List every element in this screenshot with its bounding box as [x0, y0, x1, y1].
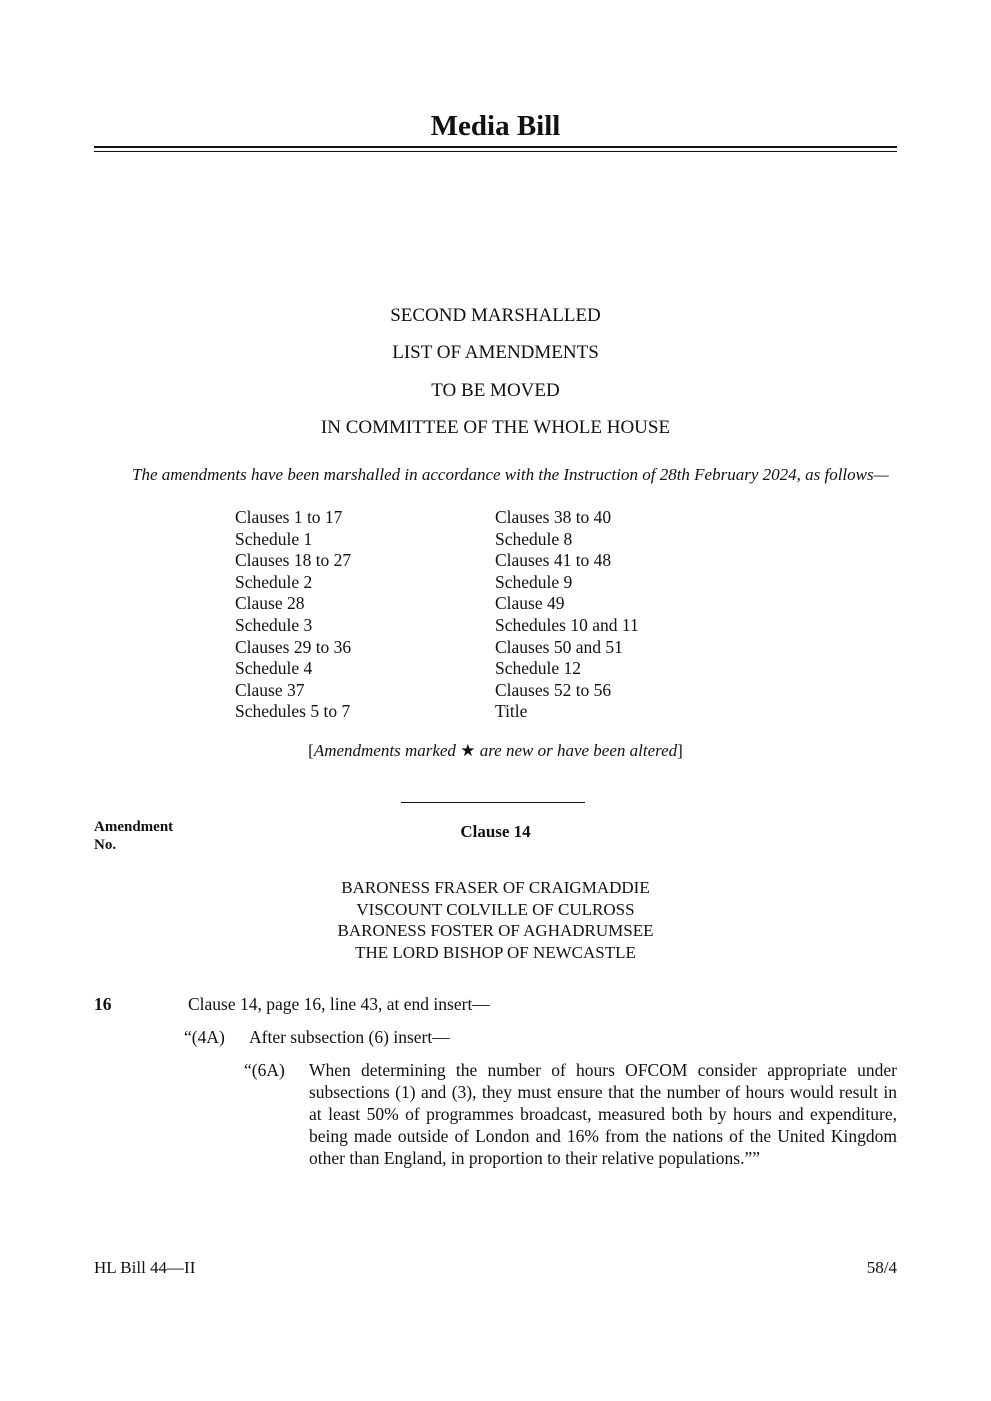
list-item: Clauses 29 to 36: [235, 636, 352, 657]
subsection-4a-text: After subsection (6) insert—: [249, 1027, 450, 1047]
list-item: Schedule 1: [235, 528, 313, 549]
note-open-bracket: [: [308, 741, 314, 760]
amendment-number: 16: [94, 994, 112, 1014]
bill-reference: HL Bill 44—II: [94, 1258, 196, 1277]
list-item: Schedules 10 and 11: [495, 614, 639, 635]
list-item: Schedule 8: [495, 528, 573, 549]
clause-heading: Clause 14: [460, 822, 531, 841]
heading-line-1: SECOND MARSHALLED: [390, 305, 601, 326]
list-item: Clauses 1 to 17: [235, 507, 343, 527]
list-item: Schedule 4: [235, 658, 313, 679]
subsection-4a-label: “(4A): [184, 1027, 225, 1047]
sponsor-name: BARONESS FOSTER OF AGHADRUMSEE: [337, 921, 654, 940]
list-item: Schedule 12: [495, 658, 582, 679]
marshalling-intro: The amendments have been marshalled in accordance with the Instruction of 28th February 2024, as follows—: [132, 465, 889, 484]
list-item: Clauses 18 to 27: [235, 550, 352, 571]
list-item: Schedule 9: [495, 571, 573, 592]
amendment-instruction: Clause 14, page 16, line 43, at end insert—: [188, 994, 490, 1014]
list-item: Clauses 41 to 48: [495, 550, 612, 571]
list-item: Clauses 52 to 56: [495, 679, 612, 700]
sponsor-list: [0, 877, 991, 963]
heading-line-3: TO BE MOVED: [431, 380, 560, 401]
subsection-6a-label: “(6A): [244, 1060, 285, 1080]
star-icon: ★: [460, 741, 476, 760]
sponsor-name: THE LORD BISHOP OF NEWCASTLE: [355, 942, 636, 962]
amendment-no-line2: No.: [94, 837, 117, 853]
note-text-before: Amendments marked: [313, 741, 461, 760]
amendment-no-line1: Amendment: [94, 819, 174, 835]
list-item: Clauses 38 to 40: [495, 507, 612, 527]
list-item: Schedule 2: [235, 571, 313, 592]
subsection-6a-text: When determining the number of hours OFCOM consider appropriate under subsections (1) and (3), they must ensure that the number of hours would result in at least 50% of programmes broadcast, measured both by hours and expenditure, being made outside of London and 16% from the nations of the United Kingdom other than England, in proportion to their relative populations.””: [309, 1060, 897, 1168]
page-reference: 58/4: [866, 1258, 897, 1277]
list-item: Clause 49: [495, 593, 565, 614]
note-text-after: are new or have been altered: [475, 741, 678, 760]
list-item: Schedules 5 to 7: [235, 701, 351, 722]
title-rule-thick: [94, 146, 897, 148]
sponsor-name: BARONESS FRASER OF CRAIGMADDIE: [341, 878, 650, 897]
sponsor-name: VISCOUNT COLVILLE OF CULROSS: [356, 899, 635, 919]
heading-line-4: IN COMMITTEE OF THE WHOLE HOUSE: [320, 417, 671, 438]
order-list-left: [235, 507, 351, 723]
order-list-right: [495, 507, 639, 723]
list-item: Schedule 3: [235, 614, 313, 635]
section-divider: [401, 802, 585, 803]
list-item: Clause 37: [235, 679, 305, 700]
list-item: Title: [495, 701, 528, 722]
list-item: Clause 28: [235, 593, 305, 614]
list-item: Clauses 50 and 51: [495, 636, 623, 657]
heading-line-2: LIST OF AMENDMENTS: [392, 342, 599, 363]
note-close-bracket: ]: [677, 741, 683, 760]
title-rule-thin: [94, 151, 897, 152]
document-title: Media Bill: [430, 110, 561, 142]
altered-amendments-note: [0, 740, 991, 762]
